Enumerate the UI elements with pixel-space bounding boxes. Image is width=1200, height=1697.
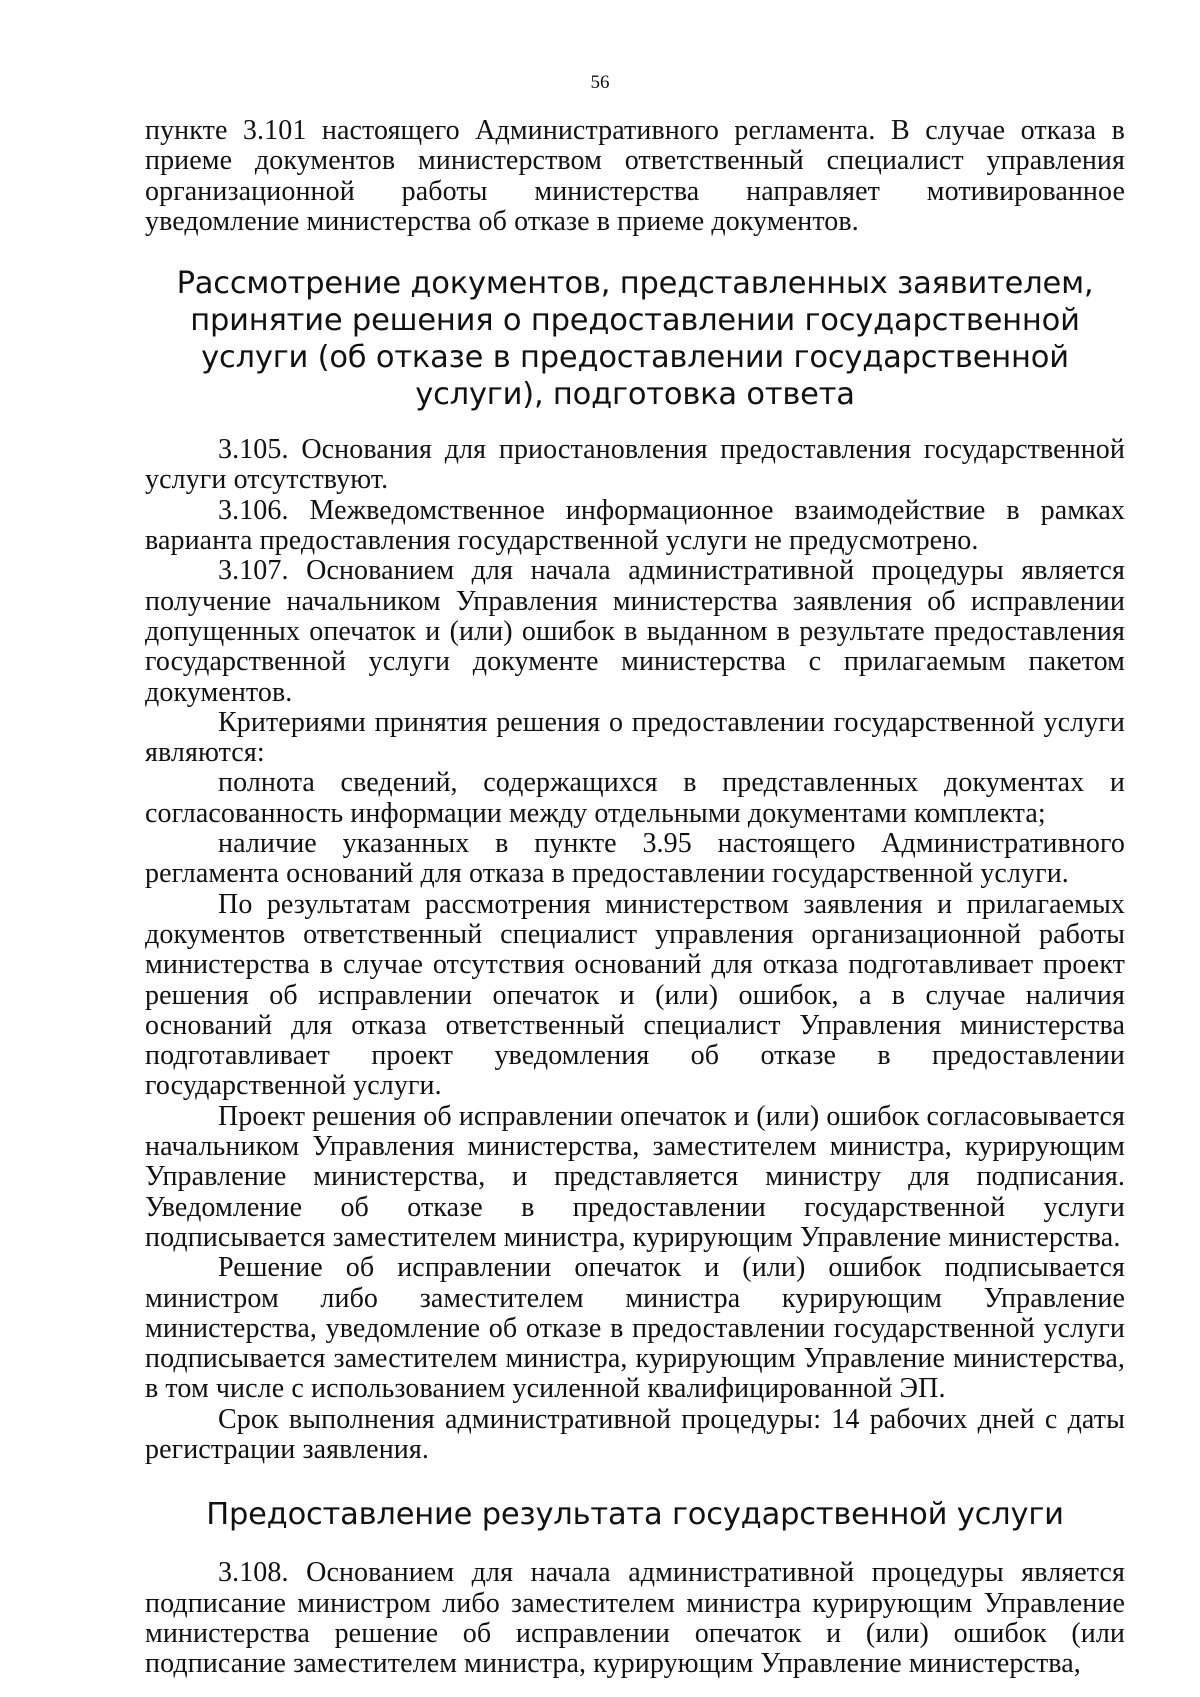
paragraph-criteria-grounds: наличие указанных в пункте 3.95 настоящего Административного регламента оснований для отказа в предоставлении государственной услуги. (145, 828, 1125, 890)
section-heading-review: Рассмотрение документов, представленных заявителем, принятие решения о предоставлении государственной услуги (об отказе в предоставлении государственной услуги), подготовка ответа (176, 266, 1094, 413)
paragraph-draft-approval: Проект решения об исправлении опечаток и (или) ошибок согласовывается начальником Управления министерства, заместителем министра, курирующим Управление министерства, и представляется министру для подписания. Уведомление об отказе в предоставлении государственной услуги подписывается заместителем министра, курирующим Управление министерства. (145, 1100, 1125, 1253)
paragraph-deadline: Срок выполнения административной процедуры: 14 рабочих дней с даты регистрации заявления. (145, 1403, 1125, 1465)
paragraph-3-105: 3.105. Основания для приостановления предоставления государственной услуги отсутствуют. (145, 434, 1125, 496)
paragraph-criteria-completeness: полнота сведений, содержащихся в представленных документах и согласованность информации между отдельными документами комплекта; (145, 767, 1125, 829)
paragraph-review-results: По результатам рассмотрения министерством заявления и прилагаемых документов ответственный специалист управления организационной работы министерства в случае отсутствия оснований для отказа подготавливает проект решения об исправлении опечаток и (или) ошибок, а в случае наличия оснований для отказа ответственный специалист Управления министерства подготавливает проект уведомления об отказе в предоставлении государственной услуги. (145, 888, 1125, 1102)
page-number: 56 (590, 72, 610, 93)
paragraph-3-107: 3.107. Основанием для начала административной процедуры является получение начальником Управления министерства заявления об исправлении допущенных опечаток и (или) ошибок в выданном в результате предоставления государственной услуги документе министерства с прилагаемым пакетом документов. (145, 555, 1125, 708)
paragraph-3-108: 3.108. Основанием для начала административной процедуры является подписание министром либо заместителем министра курирующим Управление министерства решение об исправлении опечаток и (или) ошибок (или подписание заместителем министра, курирующим Управление министерства, (145, 1557, 1125, 1680)
section-heading-result: Предоставление результата государственной услуги (206, 1497, 1064, 1533)
paragraph-criteria: Критериями принятия решения о предоставлении государственной услуги являются: (145, 706, 1125, 769)
document-body (145, 116, 1125, 1679)
paragraph-decision-signing: Решение об исправлении опечаток и (или) ошибок подписывается министром либо заместителем министра курирующим Управление министерства, уведомление об отказе в предоставлении государственной услуги подписывается заместителем министра, курирующим Управление министерства, в том числе с использованием усиленной квалифицированной ЭП. (145, 1252, 1125, 1405)
paragraph-3-106: 3.106. Межведомственное информационное взаимодействие в рамках варианта предоставления государственной услуги не предусмотрено. (145, 494, 1125, 557)
paragraph-continuation: пункте 3.101 настоящего Административного регламента. В случае отказа в приеме документов министерством ответственный специалист управления организационной работы министерства направляет мотивированное уведомление министерства об отказе в приеме документов. (145, 115, 1125, 237)
